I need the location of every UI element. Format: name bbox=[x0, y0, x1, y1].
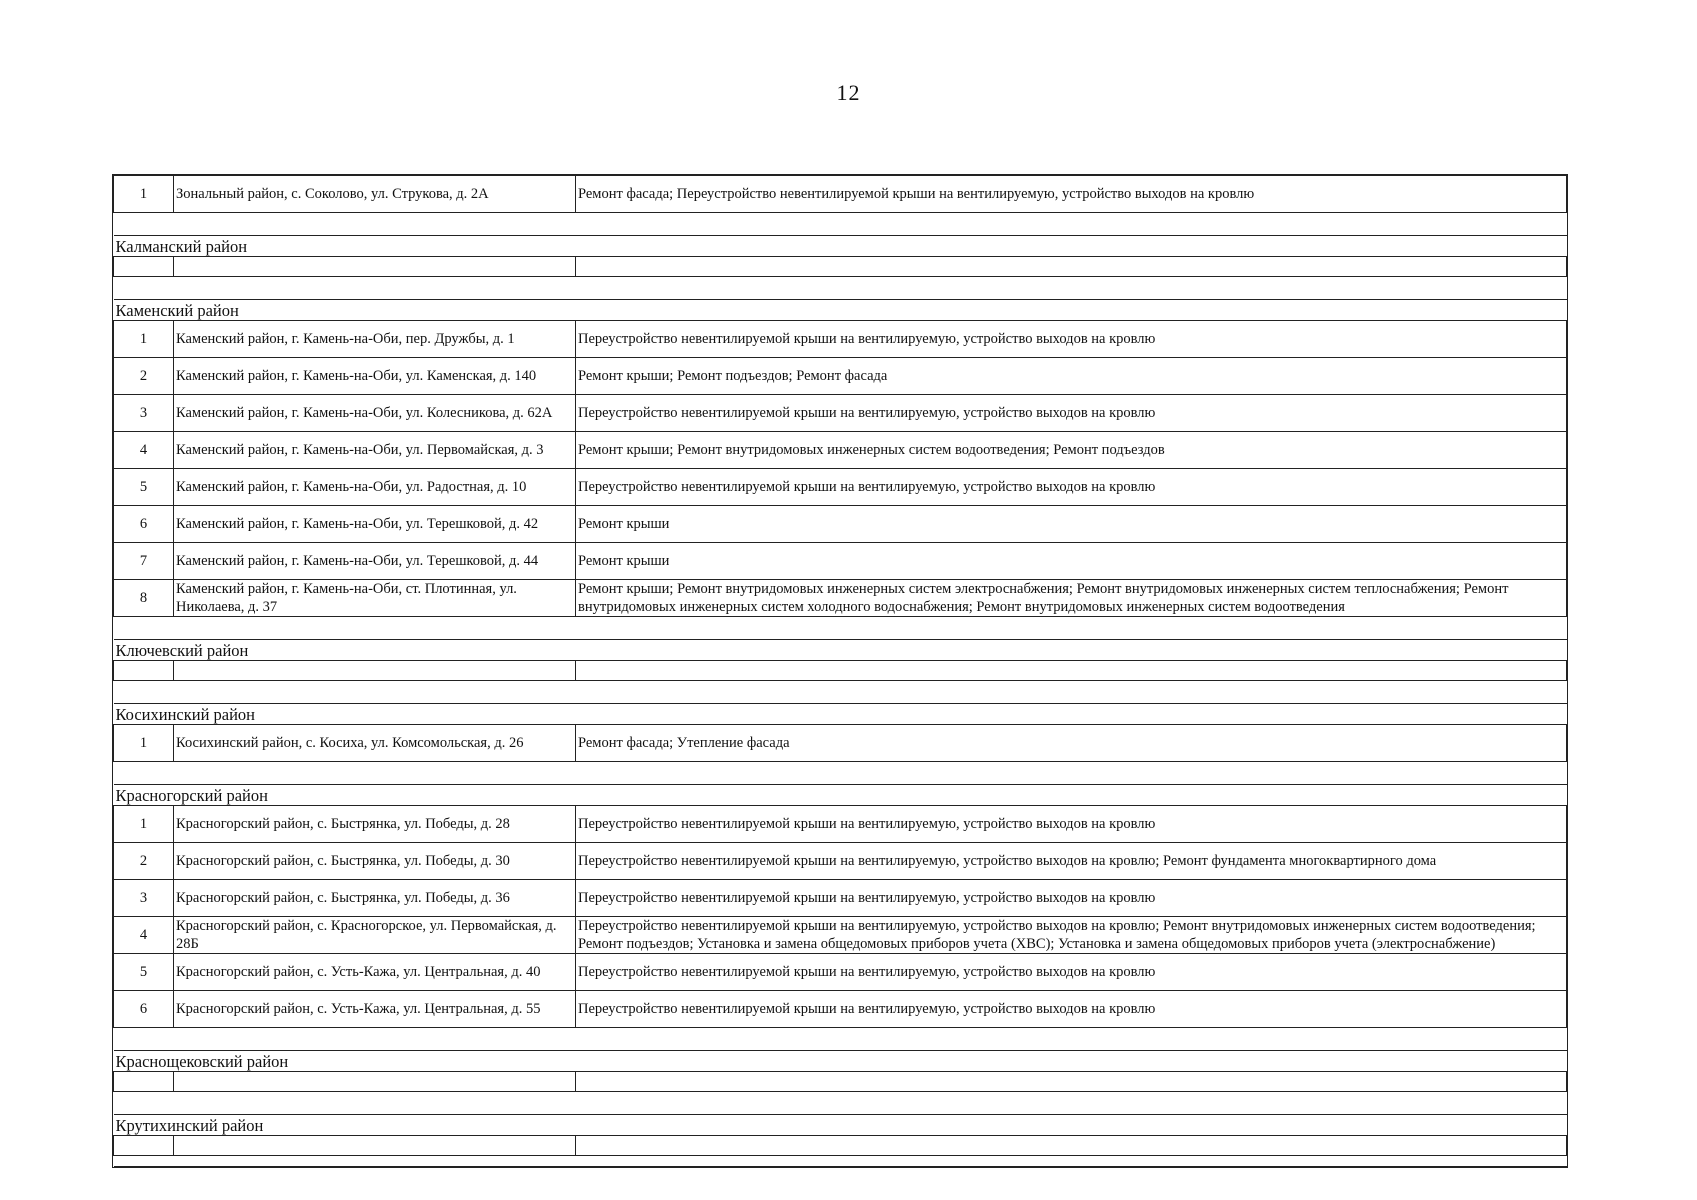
table-row bbox=[114, 725, 1567, 762]
row-address: Каменский район, г. Камень-на-Оби, пер. Дружбы, д. 1 bbox=[174, 321, 576, 358]
row-number: 8 bbox=[114, 580, 174, 617]
empty-row bbox=[114, 1136, 1567, 1156]
row-address bbox=[174, 661, 576, 681]
row-number: 3 bbox=[114, 395, 174, 432]
table-row bbox=[114, 917, 1567, 954]
table-row bbox=[114, 806, 1567, 843]
table-body bbox=[114, 176, 1567, 1167]
row-address: Каменский район, г. Камень-на-Оби, ст. Плотинная, ул. Николаева, д. 37 bbox=[174, 580, 576, 617]
table-row bbox=[114, 395, 1567, 432]
repair-table bbox=[113, 175, 1567, 1167]
row-address: Красногорский район, с. Быстрянка, ул. Победы, д. 28 bbox=[174, 806, 576, 843]
section-gap bbox=[114, 213, 1567, 236]
table-row bbox=[114, 358, 1567, 395]
section-gap bbox=[114, 617, 1567, 640]
row-works: Ремонт фасада; Утепление фасада bbox=[576, 725, 1567, 762]
row-number: 6 bbox=[114, 991, 174, 1028]
district-heading: Каменский район bbox=[114, 300, 1567, 321]
row-address: Каменский район, г. Камень-на-Оби, ул. Колесникова, д. 62А bbox=[174, 395, 576, 432]
row-address: Красногорский район, с. Быстрянка, ул. Победы, д. 36 bbox=[174, 880, 576, 917]
row-address: Каменский район, г. Камень-на-Оби, ул. Каменская, д. 140 bbox=[174, 358, 576, 395]
row-number: 1 bbox=[114, 321, 174, 358]
row-number: 2 bbox=[114, 843, 174, 880]
district-heading-row bbox=[114, 300, 1567, 321]
row-works: Ремонт крыши bbox=[576, 506, 1567, 543]
row-number bbox=[114, 1072, 174, 1092]
row-number: 1 bbox=[114, 806, 174, 843]
table-row bbox=[114, 321, 1567, 358]
repair-program-table bbox=[112, 174, 1568, 1168]
district-heading: Косихинский район bbox=[114, 704, 1567, 725]
row-number: 2 bbox=[114, 358, 174, 395]
row-address: Красногорский район, с. Быстрянка, ул. Победы, д. 30 bbox=[174, 843, 576, 880]
row-address: Красногорский район, с. Красногорское, ул. Первомайская, д. 28Б bbox=[174, 917, 576, 954]
district-heading-row bbox=[114, 640, 1567, 661]
district-heading-row bbox=[114, 785, 1567, 806]
gap-cell bbox=[114, 681, 1567, 704]
row-address: Каменский район, г. Камень-на-Оби, ул. Первомайская, д. 3 bbox=[174, 432, 576, 469]
gap-cell bbox=[114, 277, 1567, 300]
empty-row bbox=[114, 1072, 1567, 1092]
district-heading-row bbox=[114, 1115, 1567, 1136]
gap-cell bbox=[114, 617, 1567, 640]
row-number: 6 bbox=[114, 506, 174, 543]
table-row bbox=[114, 954, 1567, 991]
section-gap bbox=[114, 1092, 1567, 1115]
table-row bbox=[114, 580, 1567, 617]
district-heading-row bbox=[114, 236, 1567, 257]
district-heading: Краснощековский район bbox=[114, 1051, 1567, 1072]
row-number: 4 bbox=[114, 917, 174, 954]
district-heading-row bbox=[114, 1051, 1567, 1072]
table-row bbox=[114, 432, 1567, 469]
row-address: Каменский район, г. Камень-на-Оби, ул. Терешковой, д. 44 bbox=[174, 543, 576, 580]
row-number: 3 bbox=[114, 880, 174, 917]
table-row bbox=[114, 843, 1567, 880]
empty-row bbox=[114, 257, 1567, 277]
row-works: Переустройство невентилируемой крыши на вентилируемую, устройство выходов на кровлю bbox=[576, 991, 1567, 1028]
row-works: Ремонт крыши; Ремонт внутридомовых инженерных систем водоотведения; Ремонт подъездов bbox=[576, 432, 1567, 469]
row-number: 1 bbox=[114, 725, 174, 762]
district-heading: Ключевский район bbox=[114, 640, 1567, 661]
row-address bbox=[174, 257, 576, 277]
page-number: 12 bbox=[836, 80, 861, 105]
gap-cell bbox=[114, 1028, 1567, 1051]
gap-cell bbox=[114, 213, 1567, 236]
table-row bbox=[114, 469, 1567, 506]
table-row bbox=[114, 991, 1567, 1028]
table-row bbox=[114, 176, 1567, 213]
table-row bbox=[114, 543, 1567, 580]
row-number: 5 bbox=[114, 954, 174, 991]
row-works bbox=[576, 257, 1567, 277]
district-heading: Крутихинский район bbox=[114, 1115, 1567, 1136]
row-address: Красногорский район, с. Усть-Кажа, ул. Центральная, д. 40 bbox=[174, 954, 576, 991]
district-heading: Калманский район bbox=[114, 236, 1567, 257]
row-works: Ремонт крыши; Ремонт внутридомовых инженерных систем электроснабжения; Ремонт внутридомовых инженерных систем теплоснабжения; Ремонт внутридомовых инженерных систем холодного водоснабжения; Ремонт внутридомовых инженерных систем водоотведения bbox=[576, 580, 1567, 617]
empty-row bbox=[114, 661, 1567, 681]
section-gap bbox=[114, 681, 1567, 704]
row-number bbox=[114, 661, 174, 681]
row-works: Переустройство невентилируемой крыши на вентилируемую, устройство выходов на кровлю bbox=[576, 806, 1567, 843]
row-works: Переустройство невентилируемой крыши на вентилируемую, устройство выходов на кровлю; Ремонт внутридомовых инженерных систем водоотведения; Ремонт подъездов; Установка и замена общедомовых приборов учета (ХВС); Установка и замена общедомовых приборов учета (электроснабжение) bbox=[576, 917, 1567, 954]
spacer-cell bbox=[114, 1156, 1567, 1167]
section-gap bbox=[114, 1028, 1567, 1051]
row-number: 5 bbox=[114, 469, 174, 506]
row-address bbox=[174, 1072, 576, 1092]
row-works: Ремонт крыши; Ремонт подъездов; Ремонт фасада bbox=[576, 358, 1567, 395]
row-works bbox=[576, 1136, 1567, 1156]
gap-cell bbox=[114, 1092, 1567, 1115]
row-works: Переустройство невентилируемой крыши на вентилируемую, устройство выходов на кровлю bbox=[576, 469, 1567, 506]
row-works: Переустройство невентилируемой крыши на вентилируемую, устройство выходов на кровлю bbox=[576, 395, 1567, 432]
row-works bbox=[576, 661, 1567, 681]
table-row bbox=[114, 880, 1567, 917]
row-works: Ремонт крыши bbox=[576, 543, 1567, 580]
row-number bbox=[114, 1136, 174, 1156]
row-number: 1 bbox=[114, 176, 174, 213]
row-address: Красногорский район, с. Усть-Кажа, ул. Центральная, д. 55 bbox=[174, 991, 576, 1028]
row-works: Переустройство невентилируемой крыши на вентилируемую, устройство выходов на кровлю bbox=[576, 880, 1567, 917]
section-gap bbox=[114, 277, 1567, 300]
row-address: Зональный район, с. Соколово, ул. Струкова, д. 2А bbox=[174, 176, 576, 213]
row-address bbox=[174, 1136, 576, 1156]
row-address: Каменский район, г. Камень-на-Оби, ул. Терешковой, д. 42 bbox=[174, 506, 576, 543]
table-end-spacer bbox=[114, 1156, 1567, 1167]
row-works: Переустройство невентилируемой крыши на вентилируемую, устройство выходов на кровлю bbox=[576, 954, 1567, 991]
district-heading: Красногорский район bbox=[114, 785, 1567, 806]
district-heading-row bbox=[114, 704, 1567, 725]
row-number: 4 bbox=[114, 432, 174, 469]
row-works: Переустройство невентилируемой крыши на вентилируемую, устройство выходов на кровлю; Ремонт фундамента многоквартирного дома bbox=[576, 843, 1567, 880]
row-address: Каменский район, г. Камень-на-Оби, ул. Радостная, д. 10 bbox=[174, 469, 576, 506]
section-gap bbox=[114, 762, 1567, 785]
row-works: Ремонт фасада; Переустройство невентилируемой крыши на вентилируемую, устройство выходов на кровлю bbox=[576, 176, 1567, 213]
row-number bbox=[114, 257, 174, 277]
gap-cell bbox=[114, 762, 1567, 785]
row-works bbox=[576, 1072, 1567, 1092]
table-row bbox=[114, 506, 1567, 543]
row-address: Косихинский район, с. Косиха, ул. Комсомольская, д. 26 bbox=[174, 725, 576, 762]
row-works: Переустройство невентилируемой крыши на вентилируемую, устройство выходов на кровлю bbox=[576, 321, 1567, 358]
row-number: 7 bbox=[114, 543, 174, 580]
